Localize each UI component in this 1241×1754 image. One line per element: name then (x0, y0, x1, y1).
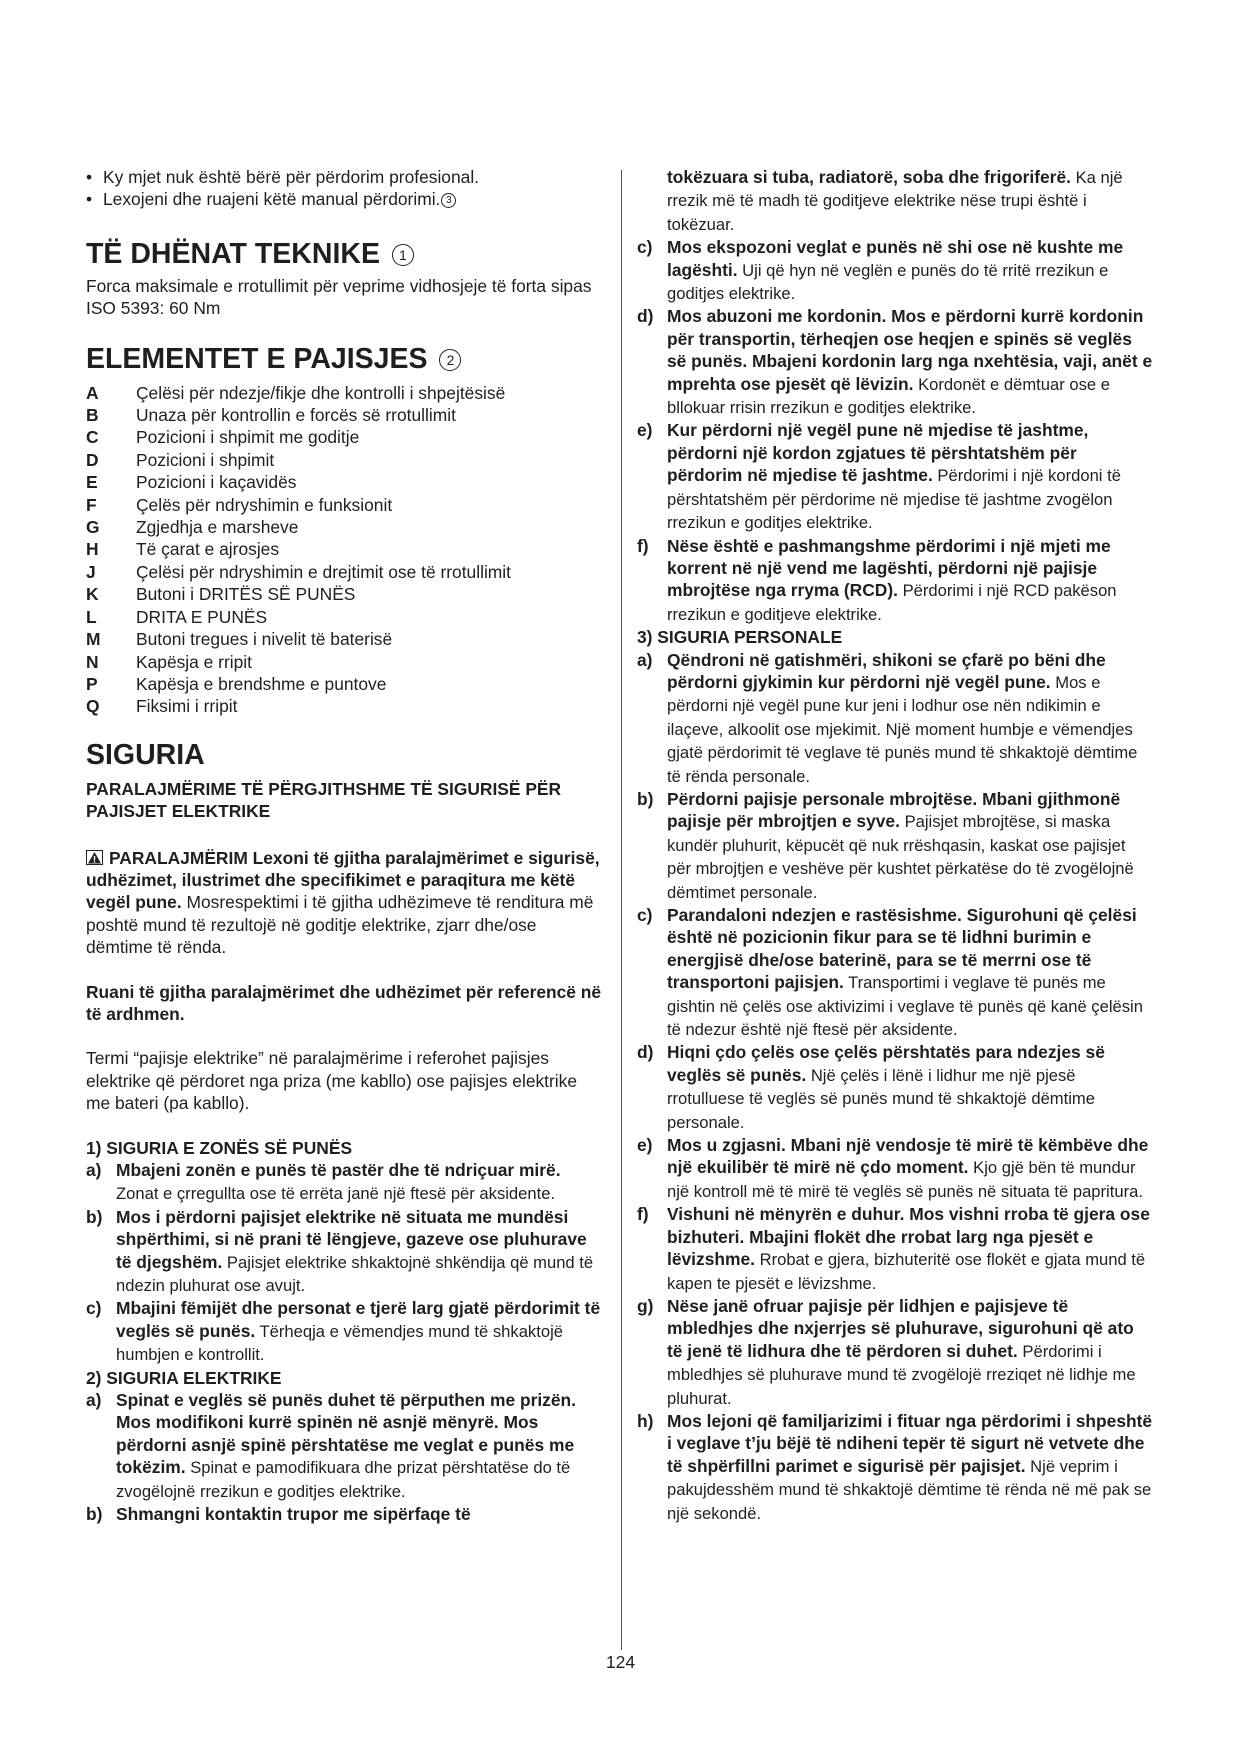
item-bold-text: Vishuni në mënyrën e duhur. Mos vishni rroba të gjera ose bizhuteri. Mbajini flokët dhe rrobat larg nga pjesët e lëvizshme. (667, 1204, 1150, 1270)
electrical-list (86, 1389, 606, 1526)
safety-subtitle: PARALAJMËRIME TË PËRGJITHSHME TË SIGURISË PËR PAJISJET ELEKTRIKE (86, 778, 562, 822)
element-item (86, 651, 606, 673)
left-column (86, 166, 606, 1527)
element-text: Zgjedhja e marsheve (136, 517, 299, 538)
item-bold-text: Mos abuzoni me kordonin. Mos e përdorni kurrë kordonin për transportin, tërheqjen ose heqjen e spinës së veglës së punës. Mbajeni kordonin larg nga nxehtësia, vaji, anët e mprehta ose pjesët që lëvizin. (667, 306, 1153, 394)
element-item (86, 516, 606, 538)
element-letter: J (86, 561, 96, 582)
element-text: Butoni tregues i nivelit të baterisë (136, 629, 393, 650)
item-text: Mos e përdorni një vegël pune kur jeni i lodhur ose nën ndikimin e ilaçeve, alkoolit ose mjekimit. Një moment humbje e vëmendjes gjatë përdorimit të veglave të punës mund të shkaktojë dëmtime të rënda personale. (667, 672, 1138, 786)
work-area-list (86, 1159, 606, 1367)
item-letter: h) (637, 1410, 654, 1431)
tech-heading: TË DHËNAT TEKNIKE 1 (86, 237, 606, 271)
item-bold-text: Spinat e veglës së punës duhet të përputhen me prizën. Mos modifikoni kurrë spinën në asnjë mënyrë. Mos përdorni asnjë spinë përshtatëse me veglat e punës me tokëzim. (116, 1390, 576, 1478)
item-letter: a) (86, 1160, 102, 1180)
list-item (637, 788, 1153, 904)
element-letter: E (86, 472, 98, 493)
element-item (86, 628, 606, 650)
item-letter: c) (86, 1298, 102, 1319)
element-letter: M (86, 629, 101, 650)
list-item (86, 1503, 606, 1526)
element-letter: P (86, 673, 98, 694)
page-number: 124 (605, 1652, 636, 1672)
item-text: Një veprim i pakujdesshëm mund të shkaktojë dëmtime të rënda në më pak se një sekondë. (667, 1456, 1152, 1523)
list-item (86, 1159, 606, 1206)
item-bold-text: Përdorni pajisje personale mbrojtëse. Mbani gjithmonë pajisje për mbrojtjen e syve. (667, 788, 1121, 832)
element-letter: G (86, 517, 100, 538)
intro-bullet: • Ky mjet nuk është bërë për përdorim profesional. (86, 166, 606, 188)
item-bold-text: Mos i përdorni pajisjet elektrike në situata me mundësi shpërthimi, si në prani të lëngjeve, gazeve ose pluhurave të djegshëm. (116, 1206, 587, 1272)
item-text: Kordonët e dëmtuar ose e bllokuar rrisin rrezikun e goditjes elektrike. (667, 374, 1110, 418)
element-item (86, 449, 606, 471)
element-text: Çelësi për ndryshimin e drejtimit ose të rrotullimit (136, 561, 511, 582)
list-item (637, 419, 1153, 534)
element-letter: N (86, 651, 99, 672)
elements-heading: ELEMENTET E PAJISJES 2 (86, 342, 606, 376)
elements-list (86, 382, 606, 718)
element-item (86, 382, 606, 404)
element-letter: B (86, 405, 99, 426)
item-text: Përdorimi i mbledhjes së pluhurave mund të zvogëlojë rreziqet në lidhje me pluhurat. (667, 1341, 1136, 1408)
item-bold-text: Qëndroni në gatishmëri, shikoni se çfarë po bëni dhe përdorni gjykimin kur përdorni një vegël pune. (667, 649, 1106, 692)
element-item (86, 695, 606, 717)
list-item (637, 649, 1153, 788)
item-bold-text: Kur përdorni një vegël pune në mjedise të jashtme, përdorni një kordon zgjatues të përshtatshëm për përdorim në mjedise të jashtme. (667, 420, 1089, 486)
list-item (637, 1203, 1153, 1295)
list-item (86, 1389, 606, 1503)
item-bold-text: Mbajini fëmijët dhe personat e tjerë larg gjatë përdorimit të veglës së punës. (116, 1298, 601, 1341)
element-letter: K (86, 584, 99, 605)
item-bold-text: Hiqni çdo çelës ose çelës përshtatës para ndezjes së veglës së punës. (667, 1042, 1105, 1085)
list-item (637, 1410, 1153, 1525)
element-letter: D (86, 449, 99, 470)
element-item (86, 538, 606, 560)
item-text: Rrobat e gjera, bizhuteritë ose flokët e gjata mund të kapen te pjesët e lëvizshme. (667, 1250, 1146, 1293)
element-text: Kapësja e rripit (136, 651, 252, 672)
item-letter: c) (637, 905, 653, 925)
tech-text: Forca maksimale e rrotullimit për veprime vidhosjeje të forta sipas ISO 5393: 60 Nm (86, 275, 592, 319)
element-text: Pozicioni i kaçavidës (136, 472, 297, 493)
element-text: Kapësja e brendshme e puntove (136, 673, 387, 694)
element-text: Pozicioni i shpimit me goditje (136, 427, 360, 448)
item-letter: g) (637, 1295, 654, 1316)
list-item (637, 535, 1153, 627)
element-text: Pozicioni i shpimit (136, 449, 275, 470)
item-bold-text: Mos ekspozoni veglat e punës në shi ose në kushte me lagështi. (667, 237, 1124, 280)
figure-ref-badge: 3 (441, 193, 456, 208)
item-letter: d) (637, 306, 654, 327)
element-letter: H (86, 539, 99, 560)
item-text: Kjo gjë bën të mundur një kontroll më të mirë të veglës së punës në situata të papritura. (667, 1158, 1143, 1201)
column-divider (621, 170, 622, 1650)
item-letter: f) (637, 1204, 649, 1225)
item-letter: b) (86, 1206, 103, 1227)
element-text: DRITA E PUNËS (136, 606, 268, 627)
element-item (86, 471, 606, 493)
list-item (637, 1041, 1153, 1134)
item-text: Përdorimi i një RCD pakëson rrezikun e goditjeve elektrike. (667, 581, 1117, 624)
element-text: Fiksimi i rripit (136, 696, 238, 717)
list-item (637, 236, 1153, 305)
figure-ref-badge: 2 (439, 349, 461, 371)
item-letter: b) (86, 1504, 103, 1525)
element-item (86, 404, 606, 426)
warning-paragraph: PARALAJMËRIM Lexoni të gjitha paralajmërimet e sigurisë, udhëzimet, ilustrimet dhe specifikimet e paraqitura me këtë vegël pune. Mosrespektimi i të gjitha udhëzimeve të renditura më poshtë mund të rezultojë në goditje elektrike, zjarr dhe/ose dëmtime të rënda. (86, 847, 600, 958)
item-text: Një çelës i lënë i lidhur me një pjesë rrotulluese të veglës së punës mund të shkaktojë dëmtime personale. (667, 1065, 1095, 1132)
item-letter: e) (637, 1135, 653, 1156)
list-item (637, 305, 1153, 419)
element-item (86, 561, 606, 583)
item-bold-text: Mbajeni zonën e punës të pastër dhe të ndriçuar mirë. (116, 1160, 561, 1180)
item-bold-text: Mos u zgjasni. Mbani një vendosje të mirë të këmbëve dhe një ekuilibër të mirë në çdo moment. (667, 1135, 1149, 1178)
item-letter: a) (637, 649, 653, 670)
intro-bullets (86, 166, 606, 211)
figure-ref-badge: 1 (392, 244, 414, 266)
element-item (86, 494, 606, 516)
element-letter: Q (86, 696, 100, 717)
item-letter: c) (637, 237, 653, 258)
item-bold-text: Nëse janë ofruar pajisje për lidhjen e pajisjeve të mbledhjes dhe nxjerrjes së pluhurave, sigurohuni që ato të jenë të lidhura dhe të përdoren si duhet. (667, 1295, 1134, 1361)
keep-instructions: Ruani të gjitha paralajmërimet dhe udhëzimet për referencë në të ardhmen. (86, 981, 602, 1024)
item-letter: d) (637, 1042, 654, 1063)
list-item (637, 1134, 1153, 1203)
item-bold-text: Shmangni kontaktin trupor me sipërfaqe të (116, 1504, 471, 1525)
item-bold-text: Mos lejoni që familjarizimi i fituar nga përdorimi i shpeshtë i veglave t’ju bëjë të ndiheni tepër të sigurt në vetvete dhe të shpërfillni parimet e sigurisë për pajisjet. (667, 1410, 1153, 1476)
item-text: Tërheqja e vëmendjes mund të shkaktojë humbjen e kontrollit. (116, 1321, 563, 1365)
item-letter: f) (637, 535, 649, 556)
section-electrical-title: 2) SIGURIA ELEKTRIKE (86, 1367, 282, 1388)
item-text: Përdorimi i një kordoni të përshtatshëm për përdorime në mjedise të jashtme zvogëlon rrezikun e goditjes elektrike. (667, 466, 1121, 533)
item-letter: a) (86, 1390, 102, 1411)
element-item (86, 673, 606, 695)
section-work-area-title: 1) SIGURIA E ZONËS SË PUNËS (86, 1137, 353, 1158)
item-bold-text: Parandaloni ndezjen e rastësishme. Sigurohuni që çelësi është në pozicionin fikur para se të lidhni burimin e energjisë dhe/ose baterinë, para se të merrni ose të transportoni pajisjen. (667, 905, 1137, 993)
list-item (637, 904, 1153, 1041)
element-item (86, 583, 606, 605)
list-item (637, 1295, 1153, 1410)
element-item (86, 426, 606, 448)
item-text: Transportimi i veglave të punës me gishtin në çelës ose aktivizimi i veglave të punës që kanë çelësin të ndezur është një ftesë për aksidente. (667, 973, 1143, 1040)
item-bold-text: Nëse është e pashmangshme përdorimi i një mjeti me korrent në një vend me lagështi, përdorni një pajisje mbrojtëse nga rryma (RCD). (667, 535, 1111, 601)
list-item (86, 1206, 606, 1298)
right-column (637, 166, 1153, 1525)
list-item (86, 1297, 606, 1366)
element-letter: L (86, 606, 97, 627)
item-text: Spinat e pamodifikuara dhe prizat përshtatëse do të zvogëlojnë rrezikun e goditjes elektrike. (116, 1458, 571, 1501)
element-text: Të çarat e ajrosjes (136, 539, 280, 560)
electrical-list-continued (637, 236, 1153, 626)
element-text: Butoni i DRITËS SË PUNËS (136, 584, 356, 605)
personal-list (637, 649, 1153, 1525)
item-letter: e) (637, 420, 653, 441)
item-text: Uji që hyn në veglën e punës do të rritë rrezikun e goditjes elektrike. (667, 260, 1109, 304)
element-letter: C (86, 427, 99, 448)
term-paragraph: Termi “pajisje elektrike” në paralajmërime i referohet pajisjes elektrike që përdoret nga priza (me kabllo) ose pajisjes elektrike me bateri (pa kabllo). (86, 1048, 578, 1114)
intro-bullet: • Lexojeni dhe ruajeni këtë manual përdorimi. 3 (86, 188, 606, 210)
list-item: tokëzuara si tuba, radiatorë, soba dhe frigoriferë. Ka një rrezik më të madh të goditjeve elektrike nëse trupi është i tokëzuar. (667, 167, 1123, 234)
item-letter: b) (637, 788, 654, 809)
element-letter: F (86, 494, 97, 515)
section-personal-title: 3) SIGURIA PERSONALE (637, 627, 843, 648)
element-letter: A (86, 382, 99, 403)
element-item (86, 606, 606, 628)
element-text: Unaza për kontrollin e forcës së rrotullimit (136, 405, 456, 426)
item-text: Zonat e çrregullta ose të errëta janë një ftesë për aksidente. (116, 1184, 556, 1204)
item-text: Pajisjet elektrike shkaktojnë shkëndija që mund të ndezin pluhurat ose avujt. (116, 1252, 594, 1296)
element-text: Çelës për ndryshimin e funksionit (136, 494, 393, 515)
warning-icon (86, 850, 103, 865)
item-text: Pajisjet mbrojtëse, si maska kundër pluhurit, këpucët që nuk rrëshqasin, kaskat ose pajisjet për mbrojtjen e veshëve për kushtet përkatëse do të zvogëlojnë dëmtimet personale. (667, 812, 1134, 902)
element-text: Çelësi për ndezje/fikje dhe kontrolli i shpejtësisë (136, 382, 506, 403)
safety-heading: SIGURIA (86, 738, 205, 771)
